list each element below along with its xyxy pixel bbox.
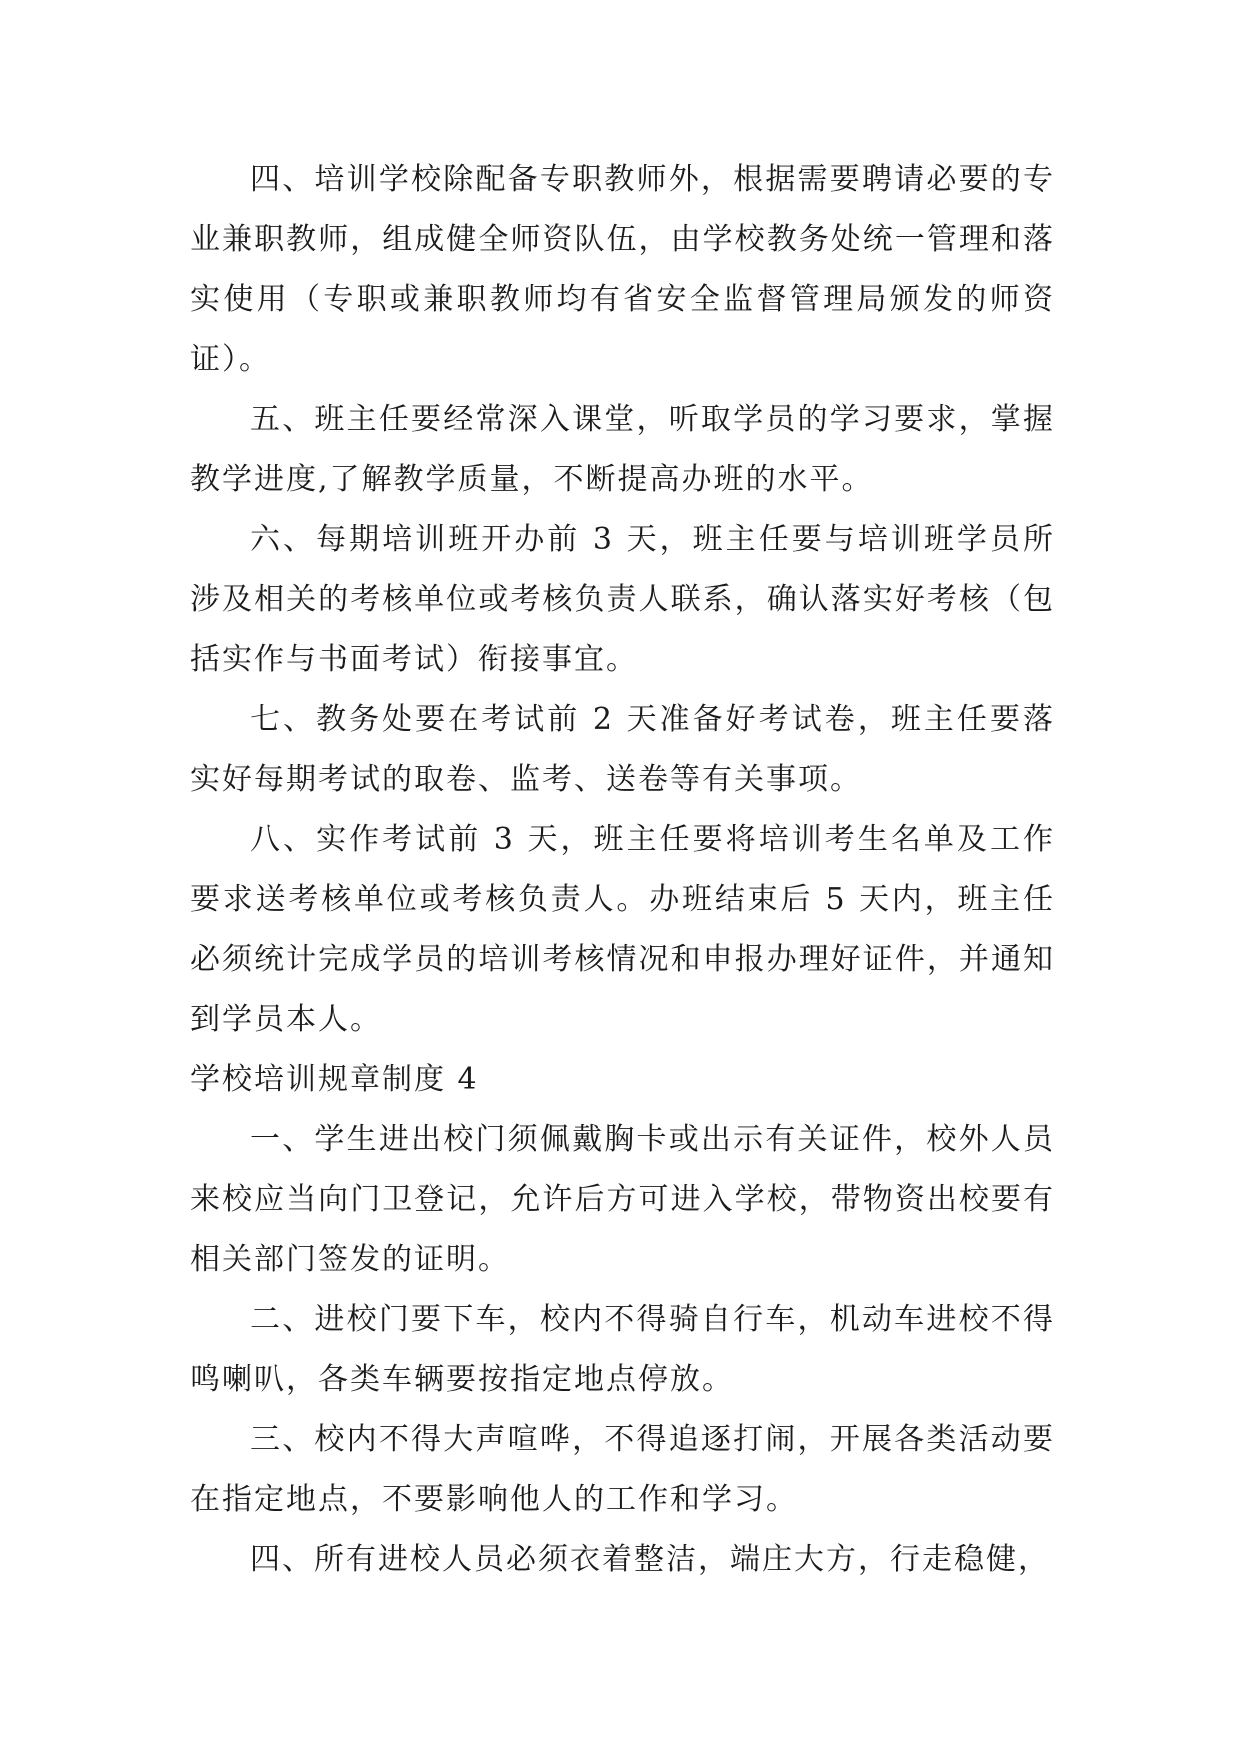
section-title: 学校培训规章制度 4 [190,1062,479,1097]
paragraph-noise: 三、校内不得大声喧哗，不得追逐打闹，开展各类活动要在指定地点，不要影响他人的工作和学习。 [190,1422,1055,1517]
document-page [190,150,1055,1590]
paragraph-exam-papers: 七、教务处要在考试前 2 天准备好考试卷，班主任要落实好每期考试的取卷、监考、送卷等有关事项。 [190,702,1055,797]
paragraph-teachers: 四、培训学校除配备专职教师外，根据需要聘请必要的专业兼职教师，组成健全师资队伍，由学校教务处统一管理和落实使用（专职或兼职教师均有省安全监督管理局颁发的师资证）。 [190,162,1055,377]
paragraph-pre-training-contact: 六、每期培训班开办前 3 天，班主任要与培训班学员所涉及相关的考核单位或考核负责人联系，确认落实好考核（包括实作与书面考试）衔接事宜。 [190,522,1055,677]
paragraph-dress-code: 四、所有进校人员必须衣着整洁，端庄大方，行走稳健， [250,1542,1050,1577]
paragraph-vehicles: 二、进校门要下车，校内不得骑自行车，机动车进校不得鸣喇叭，各类车辆要按指定地点停放。 [190,1302,1055,1397]
paragraph-practical-exam: 八、实作考试前 3 天，班主任要将培训考生名单及工作要求送考核单位或考核负责人。办班结束后 5 天内，班主任必须统计完成学员的培训考核情况和申报办理好证件，并通知到学员本人。 [190,822,1055,1037]
paragraph-class-teacher-classroom: 五、班主任要经常深入课堂，听取学员的学习要求，掌握教学进度,了解教学质量，不断提高办班的水平。 [190,402,1055,497]
paragraph-campus-entry: 一、学生进出校门须佩戴胸卡或出示有关证件，校外人员来校应当向门卫登记，允许后方可进入学校，带物资出校要有相关部门签发的证明。 [190,1122,1055,1277]
